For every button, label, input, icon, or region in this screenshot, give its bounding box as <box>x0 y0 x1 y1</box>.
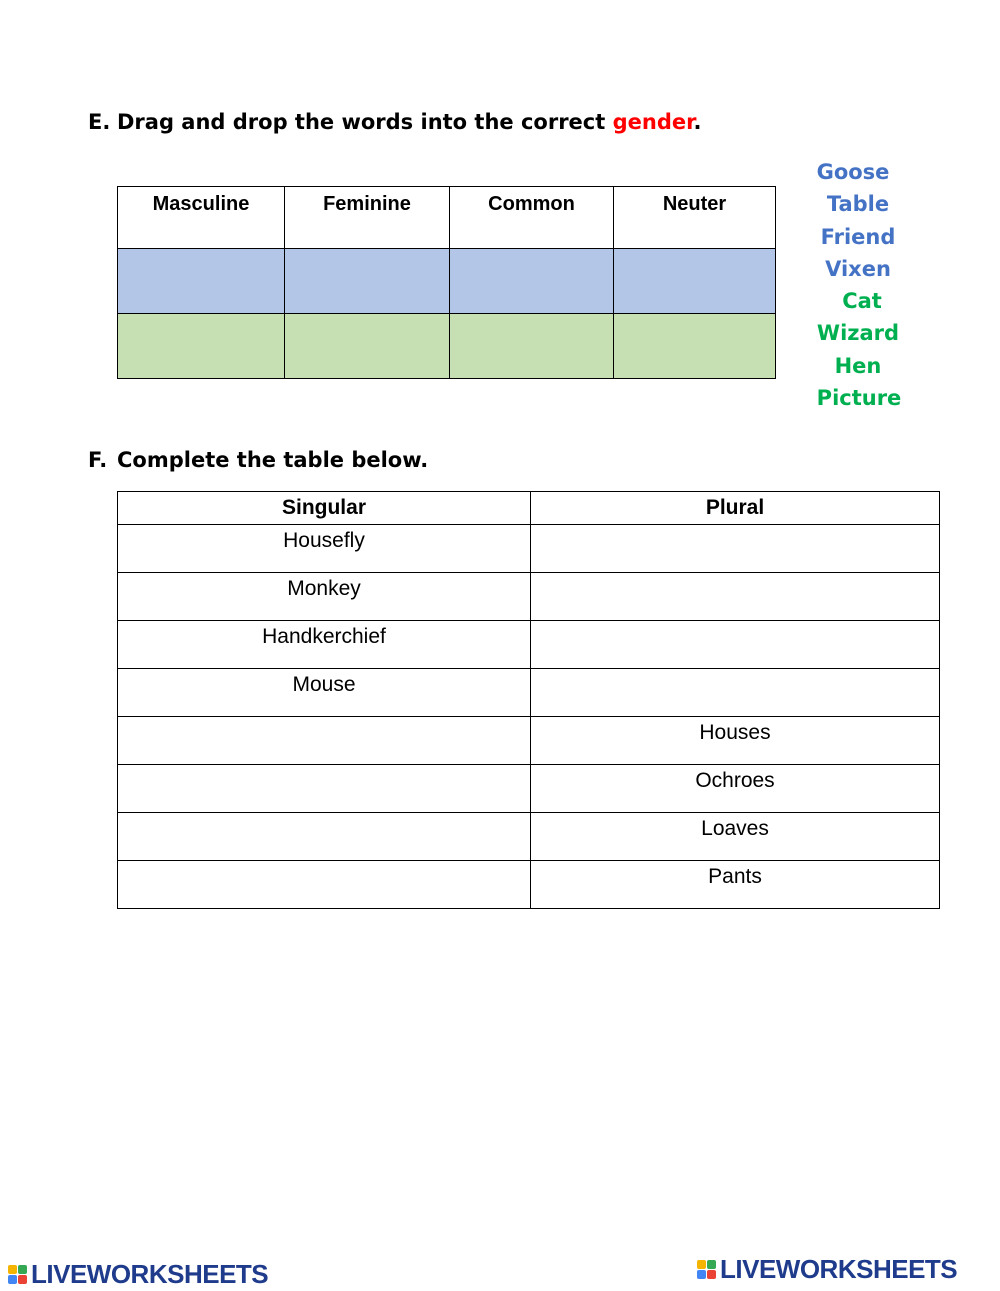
singular-answer-input[interactable] <box>118 813 531 861</box>
drop-zone-common-2[interactable] <box>450 314 614 379</box>
draggable-word-table[interactable]: Table <box>826 192 890 217</box>
draggable-word-picture[interactable]: Picture <box>816 386 902 411</box>
plural-cell: Loaves <box>531 813 940 861</box>
section-e-highlight: gender <box>612 110 694 134</box>
section-e-instruction-end: . <box>693 110 702 134</box>
table-row <box>118 525 940 573</box>
singular-cell: Monkey <box>118 573 531 621</box>
plural-cell: Houses <box>531 717 940 765</box>
section-e-letter: E. <box>88 110 111 134</box>
brand-text: LIVEWORKSHEETS <box>31 1259 269 1289</box>
liveworksheets-logo-left <box>8 1259 268 1290</box>
table-row <box>118 717 940 765</box>
plural-answer-input[interactable] <box>531 573 940 621</box>
plural-answer-input[interactable] <box>531 669 940 717</box>
draggable-word-friend[interactable]: Friend <box>820 224 896 249</box>
liveworksheets-logo-right <box>697 1254 957 1285</box>
drop-zone-neuter-2[interactable] <box>614 314 776 379</box>
singular-cell: Housefly <box>118 525 531 573</box>
draggable-word-goose[interactable]: Goose <box>816 160 890 184</box>
header-masculine: Masculine <box>118 187 285 249</box>
plural-cell: Pants <box>531 861 940 909</box>
liveworksheets-mark-icon <box>8 1265 27 1284</box>
drop-zone-feminine-2[interactable] <box>285 314 450 379</box>
table-row <box>118 621 940 669</box>
drop-zone-masculine-2[interactable] <box>118 314 285 379</box>
draggable-word-hen[interactable]: Hen <box>834 353 882 378</box>
singular-cell: Handkerchief <box>118 621 531 669</box>
gender-table <box>117 186 776 379</box>
drop-zone-common-1[interactable] <box>450 249 614 314</box>
singular-answer-input[interactable] <box>118 861 531 909</box>
table-row <box>118 765 940 813</box>
singular-cell: Mouse <box>118 669 531 717</box>
drop-zone-feminine-1[interactable] <box>285 249 450 314</box>
section-e-instruction: Drag and drop the words into the correct <box>117 110 613 134</box>
singular-answer-input[interactable] <box>118 765 531 813</box>
section-f-letter: F. <box>88 448 108 472</box>
liveworksheets-mark-icon <box>697 1260 716 1279</box>
table-row <box>118 573 940 621</box>
section-f-title <box>88 448 428 472</box>
section-f-instruction: Complete the table below. <box>117 448 429 472</box>
header-neuter: Neuter <box>614 187 776 249</box>
plural-answer-input[interactable] <box>531 525 940 573</box>
draggable-word-wizard[interactable]: Wizard <box>816 321 900 346</box>
header-singular: Singular <box>118 492 531 525</box>
table-row <box>118 813 940 861</box>
plural-cell: Ochroes <box>531 765 940 813</box>
draggable-word-cat[interactable]: Cat <box>842 289 882 314</box>
table-row <box>118 861 940 909</box>
drop-zone-masculine-1[interactable] <box>118 249 285 314</box>
header-feminine: Feminine <box>285 187 450 249</box>
word-bank <box>808 156 908 414</box>
header-common: Common <box>450 187 614 249</box>
singular-answer-input[interactable] <box>118 717 531 765</box>
section-e-title <box>88 110 701 134</box>
table-row <box>118 669 940 717</box>
header-plural: Plural <box>531 492 940 525</box>
brand-text: LIVEWORKSHEETS <box>720 1254 958 1284</box>
plural-answer-input[interactable] <box>531 621 940 669</box>
plural-table <box>117 491 940 909</box>
draggable-word-vixen[interactable]: Vixen <box>825 256 891 281</box>
drop-zone-neuter-1[interactable] <box>614 249 776 314</box>
